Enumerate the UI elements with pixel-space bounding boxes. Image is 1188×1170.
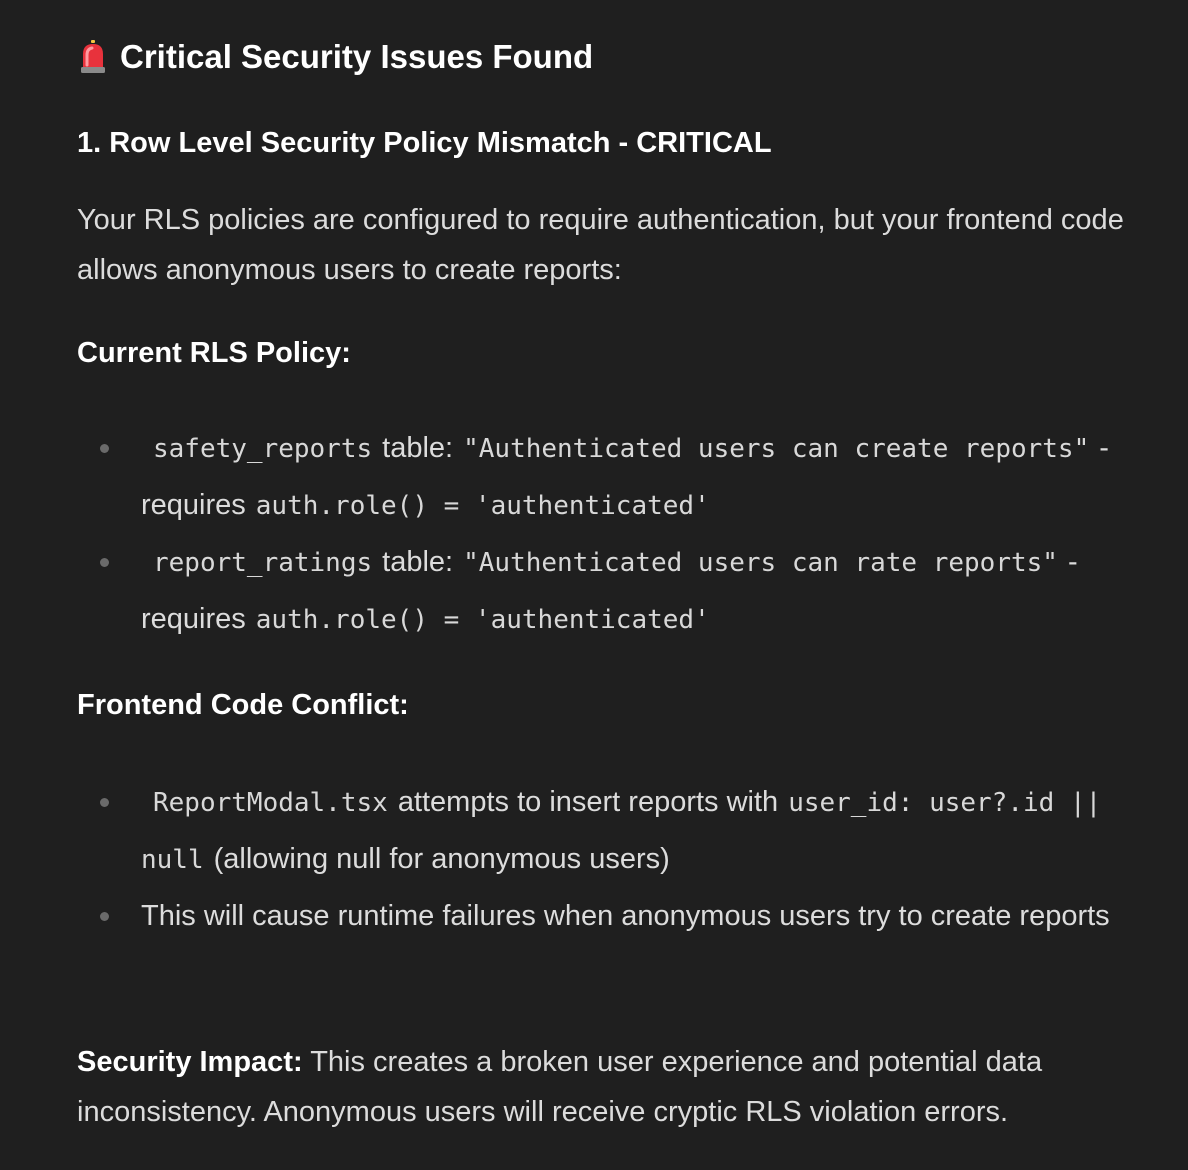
issue-intro: Your RLS policies are configured to require authentication, but your frontend code allows anonymous users to create reports: — [77, 204, 1124, 286]
inline-code: auth.role() = 'authenticated' — [255, 491, 710, 521]
inline-code: auth.role() = 'authenticated' — [255, 605, 710, 635]
current-policy-label: Current RLS Policy: — [77, 337, 351, 369]
bullet-icon — [100, 558, 109, 567]
siren-icon — [77, 40, 109, 74]
bullet-icon — [100, 798, 109, 807]
list-item — [77, 420, 1177, 534]
bullet-icon — [100, 444, 109, 453]
section-heading — [77, 38, 593, 76]
list-text: attempts to insert reports with — [397, 786, 779, 818]
inline-code: safety_reports — [153, 434, 373, 464]
inline-code: user_id: user?.id || null — [141, 788, 1102, 875]
list-item — [77, 534, 1177, 648]
list-text: table: — [382, 546, 454, 578]
security-impact — [77, 1037, 1157, 1137]
list-text: (allowing null for anonymous users) — [213, 843, 670, 875]
frontend-conflict-label: Frontend Code Conflict: — [77, 689, 409, 721]
list-text: This will cause runtime failures when anonymous users try to create reports — [141, 900, 1110, 932]
policy-list — [77, 420, 1177, 648]
list-text: table: — [382, 432, 454, 464]
list-text: - requires — [141, 546, 1078, 635]
inline-code: report_ratings — [153, 548, 373, 578]
inline-code: ReportModal.tsx — [153, 788, 388, 818]
inline-code: "Authenticated users can rate reports" — [463, 548, 1058, 578]
list-item — [77, 888, 1177, 944]
conflict-list — [77, 774, 1177, 944]
inline-code: "Authenticated users can create reports" — [463, 434, 1090, 464]
list-text: - requires — [141, 432, 1109, 521]
list-item — [77, 774, 1177, 888]
impact-label: Security Impact: — [77, 1046, 303, 1078]
bullet-icon — [100, 912, 109, 921]
section-title: Critical Security Issues Found — [120, 38, 594, 75]
impact-text: This creates a broken user experience and potential data inconsistency. Anonymous users will receive cryptic RLS violation errors. — [77, 1046, 1043, 1128]
issue-title: 1. Row Level Security Policy Mismatch - CRITICAL — [77, 127, 772, 159]
